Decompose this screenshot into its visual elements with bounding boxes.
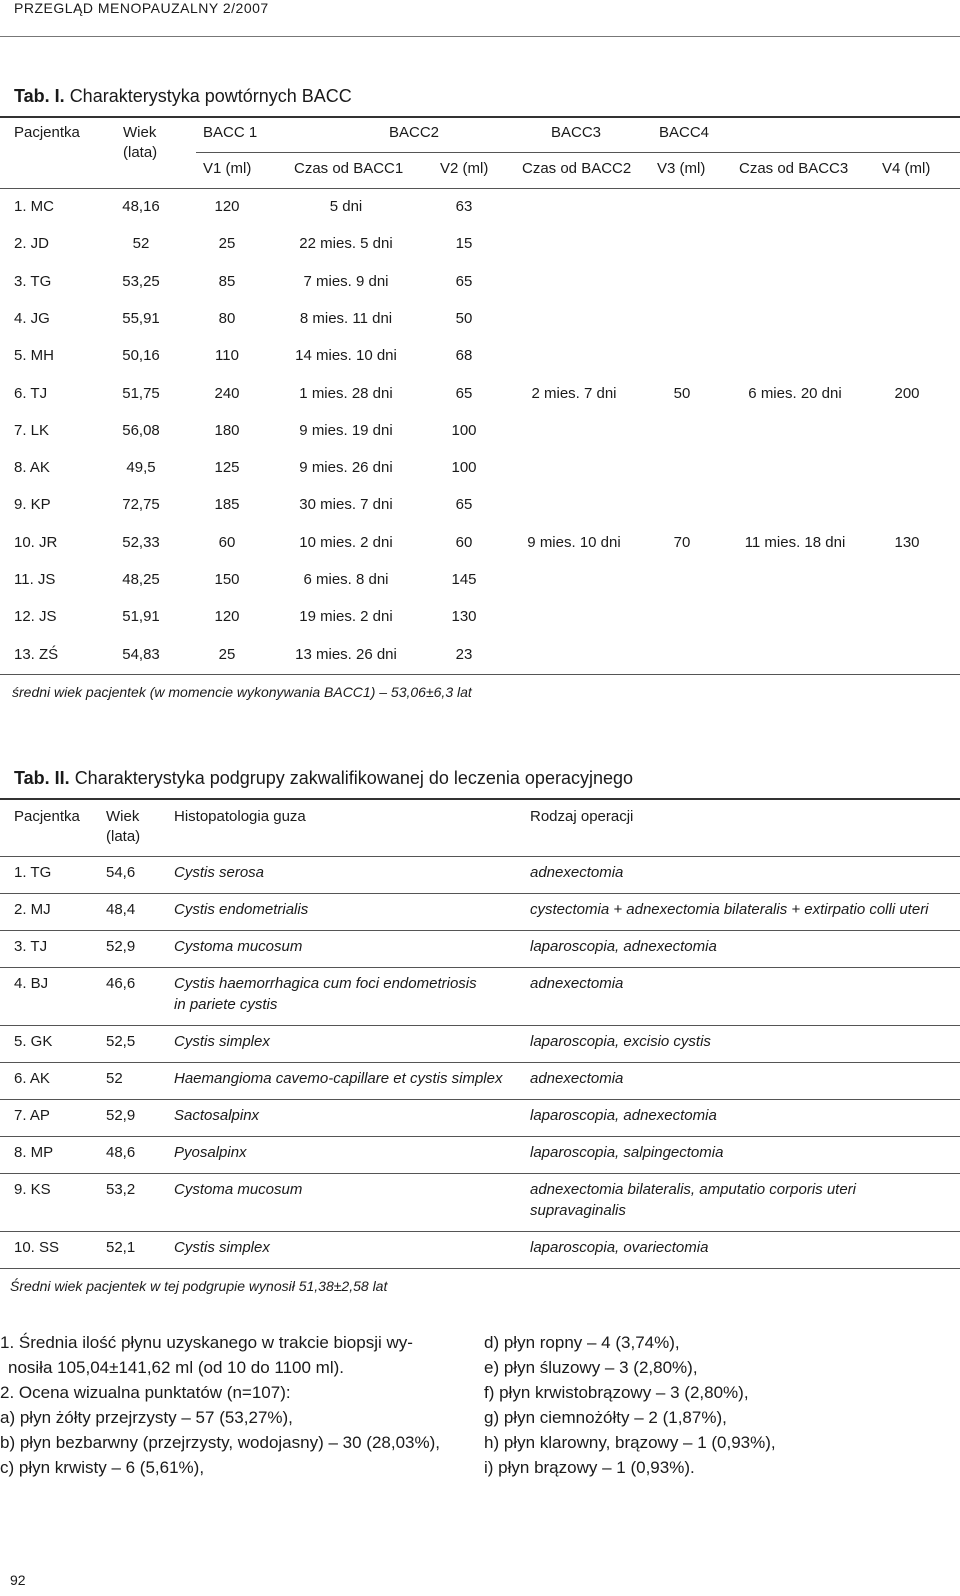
row-divider — [0, 930, 960, 931]
cell-age: 46,6 — [106, 975, 136, 992]
cell-v2: 65 — [455, 385, 473, 402]
cell-time3: 6 mies. 20 dni — [748, 385, 842, 402]
cell-time3: 11 mies. 18 dni — [744, 534, 846, 551]
cell-age: 55,91 — [122, 310, 160, 327]
body-line: a) płyn żółty przejrzysty – 57 (53,27%), — [0, 1408, 293, 1427]
cell-patient: 5. MH — [14, 347, 55, 364]
table2-header-bottom-rule — [0, 856, 960, 857]
cell-patient: 9. KP — [14, 496, 51, 513]
table1-top-rule — [0, 116, 960, 118]
t1-sub-time3: Czas od BACC3 — [739, 160, 849, 177]
cell-patient: 9. KS — [14, 1181, 51, 1198]
cell-histopathology: Cystis serosa — [174, 864, 265, 881]
table2-label: Tab. II. — [14, 768, 70, 788]
body-line: f) płyn krwistobrązowy – 3 (2,80%), — [484, 1383, 749, 1402]
t2-header-patient: Pacjentka — [14, 808, 80, 825]
cell-patient: 1. MC — [14, 198, 55, 215]
cell-time1: 9 mies. 26 dni — [299, 459, 393, 476]
cell-patient: 6. AK — [14, 1070, 50, 1087]
cell-age: 48,16 — [122, 198, 160, 215]
table1-caption — [14, 86, 352, 107]
table2-footnote: Średni wiek pacjentek w tej podgrupie wynosił 51,38±2,58 lat — [10, 1278, 388, 1294]
cell-operation: laparoscopia, ovariectomia — [530, 1239, 709, 1256]
cell-age: 52,1 — [106, 1239, 136, 1256]
cell-histopathology: Haemangioma cavemo-capillare et cystis simplex — [174, 1070, 503, 1087]
cell-patient: 2. JD — [14, 235, 50, 252]
row-divider — [0, 1173, 960, 1174]
cell-age: 52 — [106, 1070, 123, 1087]
cell-time1: 9 mies. 19 dni — [299, 422, 393, 439]
table2-title: Charakterystyka podgrupy zakwalifikowanej do leczenia operacyjnego — [74, 768, 633, 788]
t1-header-bacc3: BACC3 — [551, 124, 602, 141]
t1-header-age: Wiek — [123, 124, 157, 141]
t1-sub-time2: Czas od BACC2 — [522, 160, 632, 177]
cell-histopathology: Cystis simplex — [174, 1239, 270, 1256]
cell-v1: 80 — [218, 310, 236, 327]
page-number: 92 — [10, 1572, 26, 1588]
running-header: PRZEGLĄD MENOPAUZALNY 2/2007 — [14, 0, 269, 16]
cell-patient: 5. GK — [14, 1033, 53, 1050]
cell-operation: laparoscopia, adnexectomia — [530, 1107, 717, 1124]
row-divider — [0, 893, 960, 894]
t1-sub-v4: V4 (ml) — [882, 160, 931, 177]
cell-v3: 70 — [673, 534, 691, 551]
body-line: 2. Ocena wizualna punktatów (n=107): — [0, 1383, 291, 1402]
row-divider — [0, 1062, 960, 1063]
cell-age: 53,25 — [122, 273, 160, 290]
cell-v1: 150 — [214, 571, 240, 588]
cell-v4: 200 — [894, 385, 920, 402]
cell-patient: 8. AK — [14, 459, 50, 476]
cell-v2: 100 — [451, 459, 477, 476]
cell-age: 54,6 — [106, 864, 136, 881]
cell-v2: 130 — [451, 608, 477, 625]
cell-age: 53,2 — [106, 1181, 136, 1198]
cell-v2: 23 — [455, 646, 473, 663]
cell-histopathology: Cystis endometrialis — [174, 901, 309, 918]
cell-v2: 65 — [455, 496, 473, 513]
table1-footnote: średni wiek pacjentek (w momencie wykonywania BACC1) – 53,06±6,3 lat — [12, 684, 472, 700]
cell-v2: 60 — [455, 534, 473, 551]
cell-patient: 4. BJ — [14, 975, 49, 992]
cell-age: 52,5 — [106, 1033, 136, 1050]
cell-time1: 10 mies. 2 dni — [299, 534, 393, 551]
cell-time1: 5 dni — [329, 198, 363, 215]
cell-age: 52,9 — [106, 938, 136, 955]
cell-time1: 13 mies. 26 dni — [295, 646, 397, 663]
t1-header-patient: Pacjentka — [14, 124, 80, 141]
table1-subheader-rule — [196, 152, 960, 153]
cell-age: 54,83 — [122, 646, 160, 663]
cell-v2: 145 — [451, 571, 477, 588]
cell-time2: 9 mies. 10 dni — [527, 534, 621, 551]
cell-age: 51,75 — [122, 385, 160, 402]
cell-patient: 1. TG — [14, 864, 52, 881]
body-line: c) płyn krwisty – 6 (5,61%), — [0, 1458, 205, 1477]
row-divider — [0, 1025, 960, 1026]
cell-v4: 130 — [894, 534, 920, 551]
cell-age: 52,9 — [106, 1107, 136, 1124]
cell-patient: 8. MP — [14, 1144, 54, 1161]
cell-age: 72,75 — [122, 496, 160, 513]
table2-top-rule — [0, 798, 960, 800]
cell-age: 52,33 — [122, 534, 160, 551]
cell-v1: 120 — [214, 608, 240, 625]
cell-v1: 25 — [218, 646, 236, 663]
row-divider — [0, 1231, 960, 1232]
t1-header-bacc1: BACC 1 — [203, 124, 258, 141]
cell-operation: laparoscopia, excisio cystis — [530, 1033, 711, 1050]
cell-v1: 240 — [214, 385, 240, 402]
cell-age: 48,6 — [106, 1144, 136, 1161]
cell-v1: 185 — [214, 496, 240, 513]
cell-patient: 2. MJ — [14, 901, 51, 918]
cell-operation: laparoscopia, salpingectomia — [530, 1144, 724, 1161]
cell-time1: 8 mies. 11 dni — [299, 310, 393, 327]
cell-age: 51,91 — [122, 608, 160, 625]
cell-v1: 85 — [218, 273, 236, 290]
cell-operation: adnexectomia — [530, 975, 624, 992]
cell-v1: 25 — [218, 235, 236, 252]
cell-patient: 4. JG — [14, 310, 50, 327]
body-text-left — [0, 1330, 470, 1480]
cell-age: 48,4 — [106, 901, 136, 918]
cell-v3: 50 — [673, 385, 691, 402]
t2-header-histo: Histopatologia guza — [174, 808, 306, 825]
cell-patient: 10. JR — [14, 534, 58, 551]
cell-patient: 13. ZŚ — [14, 646, 59, 663]
cell-operation-cont: supravaginalis — [530, 1202, 626, 1219]
cell-v1: 125 — [214, 459, 240, 476]
cell-time1: 19 mies. 2 dni — [299, 608, 393, 625]
cell-v2: 50 — [455, 310, 473, 327]
cell-v2: 65 — [455, 273, 473, 290]
t1-sub-time1: Czas od BACC1 — [294, 160, 404, 177]
t2-header-op: Rodzaj operacji — [530, 808, 634, 825]
body-text-right — [484, 1330, 954, 1480]
body-line: g) płyn ciemnożółty – 2 (1,87%), — [484, 1408, 727, 1427]
t1-sub-v1: V1 (ml) — [203, 160, 252, 177]
cell-time1: 22 mies. 5 dni — [299, 235, 393, 252]
table1-label: Tab. I. — [14, 86, 65, 106]
cell-v1: 180 — [214, 422, 240, 439]
cell-time1: 7 mies. 9 dni — [303, 273, 389, 290]
table1-header-bottom-rule — [0, 188, 960, 189]
cell-time1: 1 mies. 28 dni — [299, 385, 393, 402]
body-line: b) płyn bezbarwny (przejrzysty, wodojasny) – 30 (28,03%), — [0, 1433, 440, 1452]
cell-histopathology: Pyosalpinx — [174, 1144, 247, 1161]
row-divider — [0, 1099, 960, 1100]
body-line: d) płyn ropny – 4 (3,74%), — [484, 1333, 680, 1352]
cell-time2: 2 mies. 7 dni — [531, 385, 617, 402]
cell-histopathology: Cystoma mucosum — [174, 1181, 303, 1198]
cell-operation: adnexectomia bilateralis, amputatio corporis uteri — [530, 1181, 856, 1198]
cell-time1: 30 mies. 7 dni — [299, 496, 393, 513]
cell-v1: 60 — [218, 534, 236, 551]
table1-bottom-rule — [0, 674, 960, 675]
t2-header-age-unit: (lata) — [106, 828, 141, 845]
body-line: e) płyn śluzowy – 3 (2,80%), — [484, 1358, 698, 1377]
cell-v1: 120 — [214, 198, 240, 215]
t1-header-age-unit: (lata) — [123, 144, 158, 161]
cell-patient: 12. JS — [14, 608, 57, 625]
t1-sub-v2: V2 (ml) — [440, 160, 489, 177]
t1-sub-v3: V3 (ml) — [657, 160, 706, 177]
row-divider — [0, 967, 960, 968]
cell-patient: 11. JS — [14, 571, 56, 588]
cell-v2: 63 — [455, 198, 473, 215]
cell-patient: 3. TG — [14, 273, 52, 290]
cell-time1: 14 mies. 10 dni — [295, 347, 397, 364]
t2-header-age: Wiek — [106, 808, 140, 825]
header-rule — [0, 36, 960, 37]
cell-operation: adnexectomia — [530, 864, 624, 881]
row-divider — [0, 1136, 960, 1137]
cell-age: 52 — [132, 235, 150, 252]
table2-caption — [14, 768, 633, 789]
t1-header-bacc4: BACC4 — [659, 124, 710, 141]
cell-patient: 10. SS — [14, 1239, 60, 1256]
cell-patient: 3. TJ — [14, 938, 48, 955]
cell-operation: laparoscopia, adnexectomia — [530, 938, 717, 955]
cell-v2: 100 — [451, 422, 477, 439]
cell-v1: 110 — [215, 347, 239, 364]
cell-age: 49,5 — [126, 459, 156, 476]
body-line: h) płyn klarowny, brązowy – 1 (0,93%), — [484, 1433, 776, 1452]
cell-patient: 7. AP — [14, 1107, 50, 1124]
cell-histopathology-cont: in pariete cystis — [174, 996, 278, 1013]
cell-time1: 6 mies. 8 dni — [303, 571, 389, 588]
cell-histopathology: Sactosalpinx — [174, 1107, 260, 1124]
t1-header-bacc2: BACC2 — [389, 124, 440, 141]
cell-operation: cystectomia + adnexectomia bilateralis + extirpatio colli uteri — [530, 901, 929, 918]
cell-age: 56,08 — [122, 422, 160, 439]
cell-v2: 68 — [455, 347, 473, 364]
cell-histopathology: Cystis haemorrhagica cum foci endometriosis — [174, 975, 477, 992]
row-divider — [0, 1268, 960, 1269]
cell-patient: 7. LK — [14, 422, 50, 439]
body-line: 1. Średnia ilość płynu uzyskanego w trakcie biopsji wy- — [0, 1333, 413, 1352]
cell-patient: 6. TJ — [14, 385, 48, 402]
cell-age: 50,16 — [122, 347, 160, 364]
cell-v2: 15 — [455, 235, 473, 252]
body-line: i) płyn brązowy – 1 (0,93%). — [484, 1458, 695, 1477]
cell-operation: adnexectomia — [530, 1070, 624, 1087]
cell-histopathology: Cystoma mucosum — [174, 938, 303, 955]
table1-title: Charakterystyka powtórnych BACC — [69, 86, 352, 106]
body-line: nosiła 105,04±141,62 ml (od 10 do 1100 ml). — [8, 1358, 345, 1377]
cell-histopathology: Cystis simplex — [174, 1033, 270, 1050]
cell-age: 48,25 — [122, 571, 160, 588]
